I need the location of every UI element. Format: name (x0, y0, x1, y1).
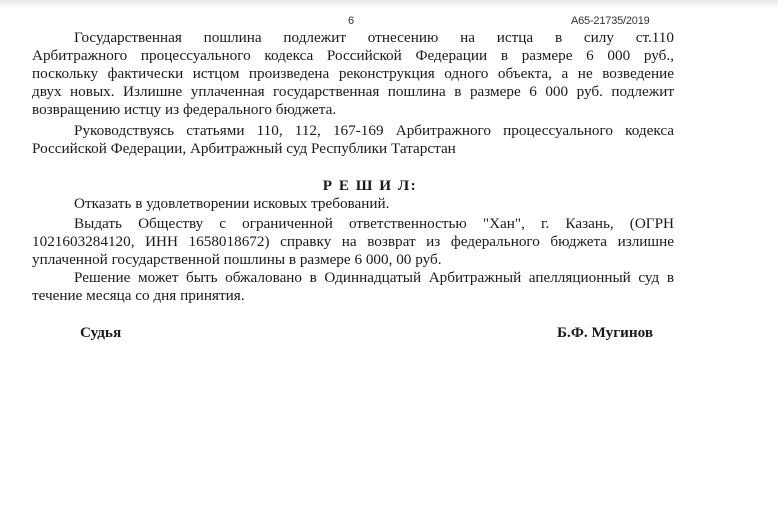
top-shadow (0, 0, 778, 8)
signature-title: Судья (80, 324, 122, 341)
paragraph-refuse (32, 195, 674, 213)
page-number: 6 (348, 15, 355, 27)
text-line: Отказать в удовлетворении исковых требований. (74, 195, 390, 212)
text-line: уплаченной государственной пошлины в размере 6 000, 00 руб. (32, 251, 442, 268)
text-line: 1021603284120, ИНН 1658018672) справку на возврат из федерального бюджета излишне (32, 233, 674, 250)
text-line: Государственная пошлина подлежит отнесению на истца в силу ст.110 (74, 29, 674, 46)
text-line: двух новых. Излишне уплаченная государственная пошлина в размере 6 000 руб. подлежит (32, 83, 674, 100)
paragraph-state-duty (32, 29, 674, 119)
text-line: Руководствуясь статьями 110, 112, 167-169 Арбитражного процессуального кодекса (74, 122, 674, 139)
text-line: поскольку фактически истцом произведена реконструкция одного объекта, а не возведение (32, 65, 674, 82)
paragraph-guided-by (32, 122, 674, 158)
signature-name: Б.Ф. Мугинов (557, 324, 654, 341)
paragraph-appeal (32, 269, 674, 305)
case-number: А65-21735/2019 (571, 15, 650, 27)
text-line: Российской Федерации, Арбитражный суд Республики Татарстан (32, 140, 456, 157)
text-line: течение месяца со дня принятия. (32, 287, 245, 304)
text-line: возвращению истцу из федерального бюджета. (32, 101, 337, 118)
decision-heading: Р Е Ш И Л: (322, 177, 418, 194)
text-line: Выдать Обществу с ограниченной ответственностью "Хан", г. Казань, (ОГРН (74, 215, 674, 232)
text-line: Решение может быть обжаловано в Одиннадцатый Арбитражный апелляционный суд в (74, 269, 674, 286)
text-line: Арбитражного процессуального кодекса Российской Федерации в размере 6 000 руб., (32, 47, 674, 64)
paragraph-issue-certificate (32, 215, 674, 269)
